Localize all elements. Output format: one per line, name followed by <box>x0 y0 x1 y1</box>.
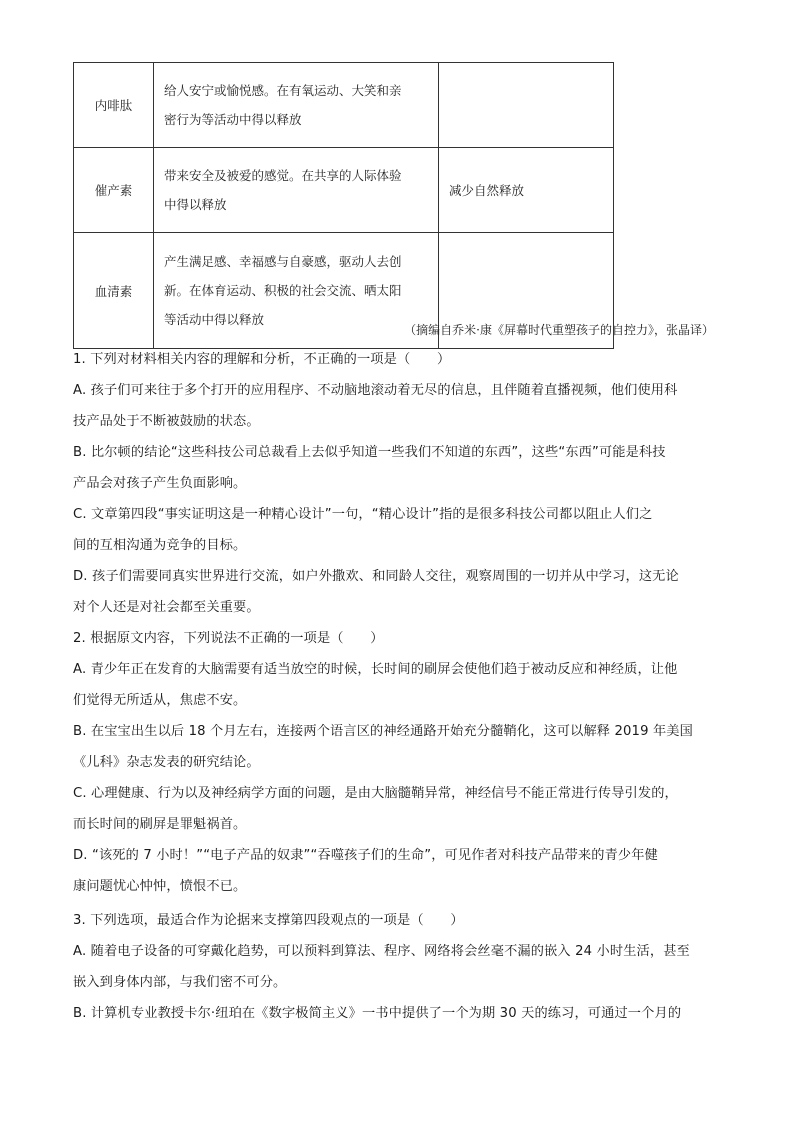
hormone-effect <box>154 148 439 233</box>
option-line: 对个人还是对社会都至关重要。 <box>73 600 260 615</box>
question-stem: 1. 下列对材料相关内容的理解和分析，不正确的一项是（ ） <box>73 352 451 367</box>
option-c[interactable] <box>73 778 723 840</box>
option-line: D. 孩子们需要同真实世界进行交流，如户外撒欢、和同龄人交往，观察周围的一切并从中学习，这无论 <box>73 569 679 584</box>
question-stem: 3. 下列选项，最适合作为论据来支撑第四段观点的一项是（ ） <box>73 913 464 928</box>
effect-line: 密行为等活动中得以释放 <box>164 112 302 127</box>
option-line: 间的互相沟通为竞争的目标。 <box>73 538 247 553</box>
option-line: 《儿科》杂志发表的研究结论。 <box>73 755 260 770</box>
option-line: 产品会对孩子产生负面影响。 <box>73 476 247 491</box>
question-2 <box>73 623 723 902</box>
table-row <box>74 63 614 148</box>
hormone-table <box>73 62 614 349</box>
hormone-name: 血清素 <box>74 233 154 349</box>
option-b[interactable] <box>73 716 723 778</box>
option-a[interactable] <box>73 936 723 998</box>
option-line: 们觉得无所适从，焦虑不安。 <box>73 693 247 708</box>
effect-line: 产生满足感、幸福感与自豪感，驱动人去创 <box>164 254 402 269</box>
option-a[interactable] <box>73 375 723 437</box>
option-a[interactable] <box>73 654 723 716</box>
option-line: B. 在宝宝出生以后 18 个月左右，连接两个语言区的神经通路开始充分髓鞘化，这可以解释 2019 年美国 <box>73 724 693 739</box>
option-line: 而长时间的刷屏是罪魁祸首。 <box>73 817 247 832</box>
option-line: D. “该死的 7 小时！”“电子产品的奴隶”“吞噬孩子们的生命”，可见作者对科技产品带来的青少年健 <box>73 848 658 863</box>
hormone-effect <box>154 233 439 349</box>
option-c[interactable] <box>73 499 723 561</box>
hormone-note: 减少自然释放 <box>439 148 614 233</box>
option-d[interactable] <box>73 561 723 623</box>
effect-line: 带来安全及被爱的感觉。在共享的人际体验 <box>164 168 402 183</box>
option-line: 嵌入到身体内部，与我们密不可分。 <box>73 975 287 990</box>
effect-line: 新。在体育运动、积极的社会交流、晒太阳 <box>164 283 402 298</box>
option-line: A. 青少年正在发育的大脑需要有适当放空的时候，长时间的刷屏会使他们趋于被动反应和神经质，让他 <box>73 662 678 677</box>
question-1 <box>73 344 723 623</box>
option-line: 技产品处于不断被鼓励的状态。 <box>73 414 260 429</box>
effect-line: 给人安宁或愉悦感。在有氧运动、大笑和亲 <box>164 83 402 98</box>
hormone-effect <box>154 63 439 148</box>
hormone-name: 内啡肽 <box>74 63 154 148</box>
option-line: B. 比尔顿的结论“这些科技公司总裁看上去似乎知道一些我们不知道的东西”，这些“东西”可能是科技 <box>73 445 666 460</box>
effect-line: 中得以释放 <box>164 197 227 212</box>
question-3 <box>73 905 723 1029</box>
option-line: A. 孩子们可来往于多个打开的应用程序、不动脑地滚动着无尽的信息，且伴随着直播视频，他们使用科 <box>73 383 678 398</box>
hormone-note <box>439 63 614 148</box>
option-d[interactable] <box>73 840 723 902</box>
option-b[interactable] <box>73 998 723 1029</box>
hormone-name: 催产素 <box>74 148 154 233</box>
option-b[interactable] <box>73 437 723 499</box>
source-citation: （摘编自乔米·康《屏幕时代重塑孩子的自控力》，张晶译） <box>404 323 714 337</box>
option-line: C. 心理健康、行为以及神经病学方面的问题，是由大脑髓鞘异常，神经信号不能正常进行传导引发的， <box>73 786 678 801</box>
effect-line: 等活动中得以释放 <box>164 312 265 327</box>
option-line: C. 文章第四段“事实证明这是一种精心设计”一句，“精心设计”指的是很多科技公司都以阻止人们之 <box>73 507 653 522</box>
question-stem: 2. 根据原文内容，下列说法不正确的一项是（ ） <box>73 631 384 646</box>
option-line: B. 计算机专业教授卡尔·纽珀在《数字极简主义》一书中提供了一个为期 30 天的练习，可通过一个月的 <box>73 1006 682 1021</box>
option-line: 康问题忧心忡忡，愤恨不已。 <box>73 879 247 894</box>
table-row <box>74 148 614 233</box>
option-line: A. 随着电子设备的可穿戴化趋势，可以预料到算法、程序、网络将会丝毫不漏的嵌入 24 小时生活，甚至 <box>73 944 690 959</box>
